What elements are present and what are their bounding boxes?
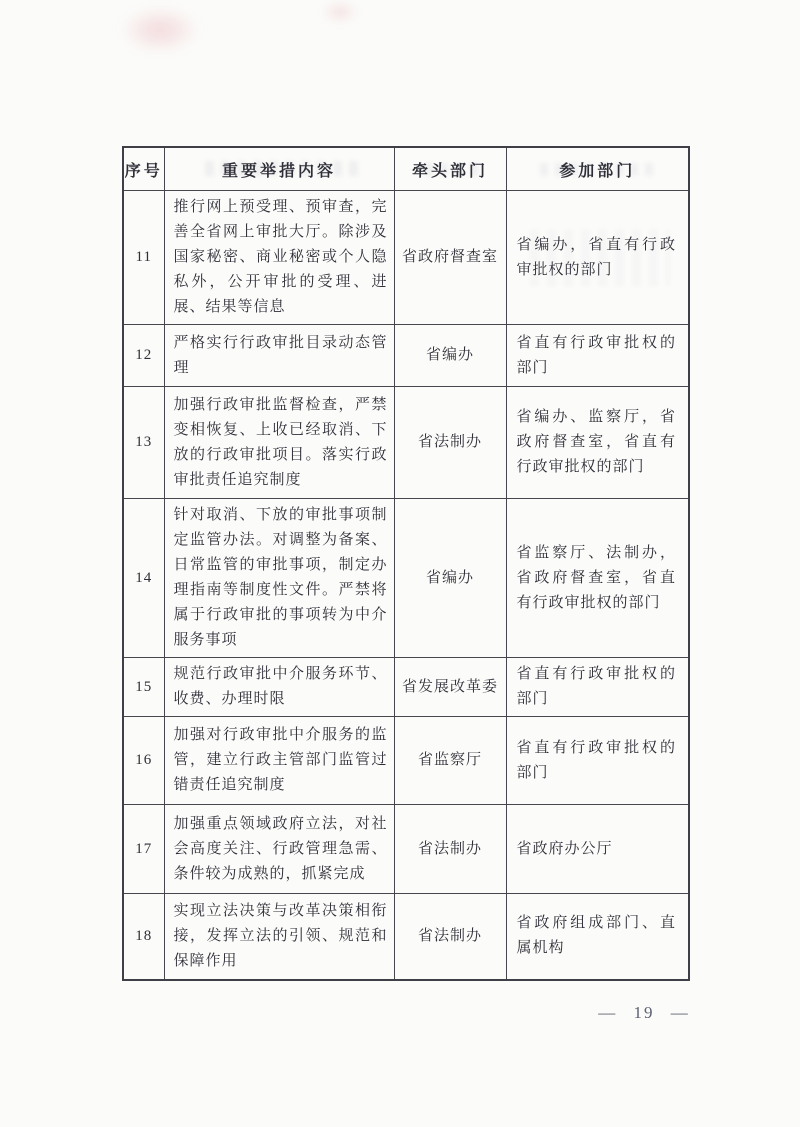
lead-department: 省政府督查室 [394,191,506,325]
participating-departments: 省编办，省直有行政审批权的部门 [506,191,689,325]
lead-department: 省编办 [394,499,506,658]
participating-departments: 省直有行政审批权的部门 [506,658,689,717]
row-number: 12 [123,325,164,387]
row-number: 13 [123,387,164,499]
table-row [123,658,689,717]
row-number: 15 [123,658,164,717]
participating-departments: 省编办、监察厅，省政府督查室，省直有行政审批权的部门 [506,387,689,499]
table-header-row [123,147,689,191]
measure-content: 推行网上预受理、预审查，完善全省网上审批大厅。除涉及国家秘密、商业秘密或个人隐私外，公开审批的受理、进展、结果等信息 [164,191,394,325]
measure-content: 实现立法决策与改革决策相衔接，发挥立法的引领、规范和保障作用 [164,894,394,980]
header-lead-department: 牵头部门 [394,147,506,191]
table-row [123,387,689,499]
row-number: 18 [123,894,164,980]
scan-smudge [322,2,358,22]
measure-content: 加强行政审批监督检查，严禁变相恢复、上收已经取消、下放的行政审批项目。落实行政审批责任追究制度 [164,387,394,499]
measures-table [122,146,690,981]
lead-department: 省编办 [394,325,506,387]
row-number: 11 [123,191,164,325]
table-row [123,499,689,658]
row-number: 16 [123,717,164,805]
page-number: — 19 — [598,1003,690,1022]
table-row [123,805,689,894]
measure-content: 针对取消、下放的审批事项制定监管办法。对调整为备案、日常监管的审批事项，制定办理指南等制度性文件。严禁将属于行政审批的事项转为中介服务事项 [164,499,394,658]
participating-departments: 省政府组成部门、直属机构 [506,894,689,980]
row-number: 14 [123,499,164,658]
table-row [123,325,689,387]
table-row [123,717,689,805]
header-serial-number: 序号 [123,147,164,191]
participating-departments: 省监察厅、法制办，省政府督查室，省直有行政审批权的部门 [506,499,689,658]
participating-departments: 省直有行政审批权的部门 [506,325,689,387]
header-measure-content: 重要举措内容 [164,147,394,191]
lead-department: 省法制办 [394,894,506,980]
table-row [123,894,689,980]
participating-departments: 省政府办公厅 [506,805,689,894]
measure-content: 加强重点领域政府立法，对社会高度关注、行政管理急需、条件较为成熟的，抓紧完成 [164,805,394,894]
measure-content: 加强对行政审批中介服务的监管，建立行政主管部门监管过错责任追究制度 [164,717,394,805]
lead-department: 省法制办 [394,805,506,894]
lead-department: 省发展改革委 [394,658,506,717]
lead-department: 省法制办 [394,387,506,499]
measure-content: 严格实行行政审批目录动态管理 [164,325,394,387]
scan-smudge [120,6,200,54]
participating-departments: 省直有行政审批权的部门 [506,717,689,805]
measure-content: 规范行政审批中介服务环节、收费、办理时限 [164,658,394,717]
row-number: 17 [123,805,164,894]
table-row [123,191,689,325]
lead-department: 省监察厅 [394,717,506,805]
header-participating-departments: 参加部门 [506,147,689,191]
